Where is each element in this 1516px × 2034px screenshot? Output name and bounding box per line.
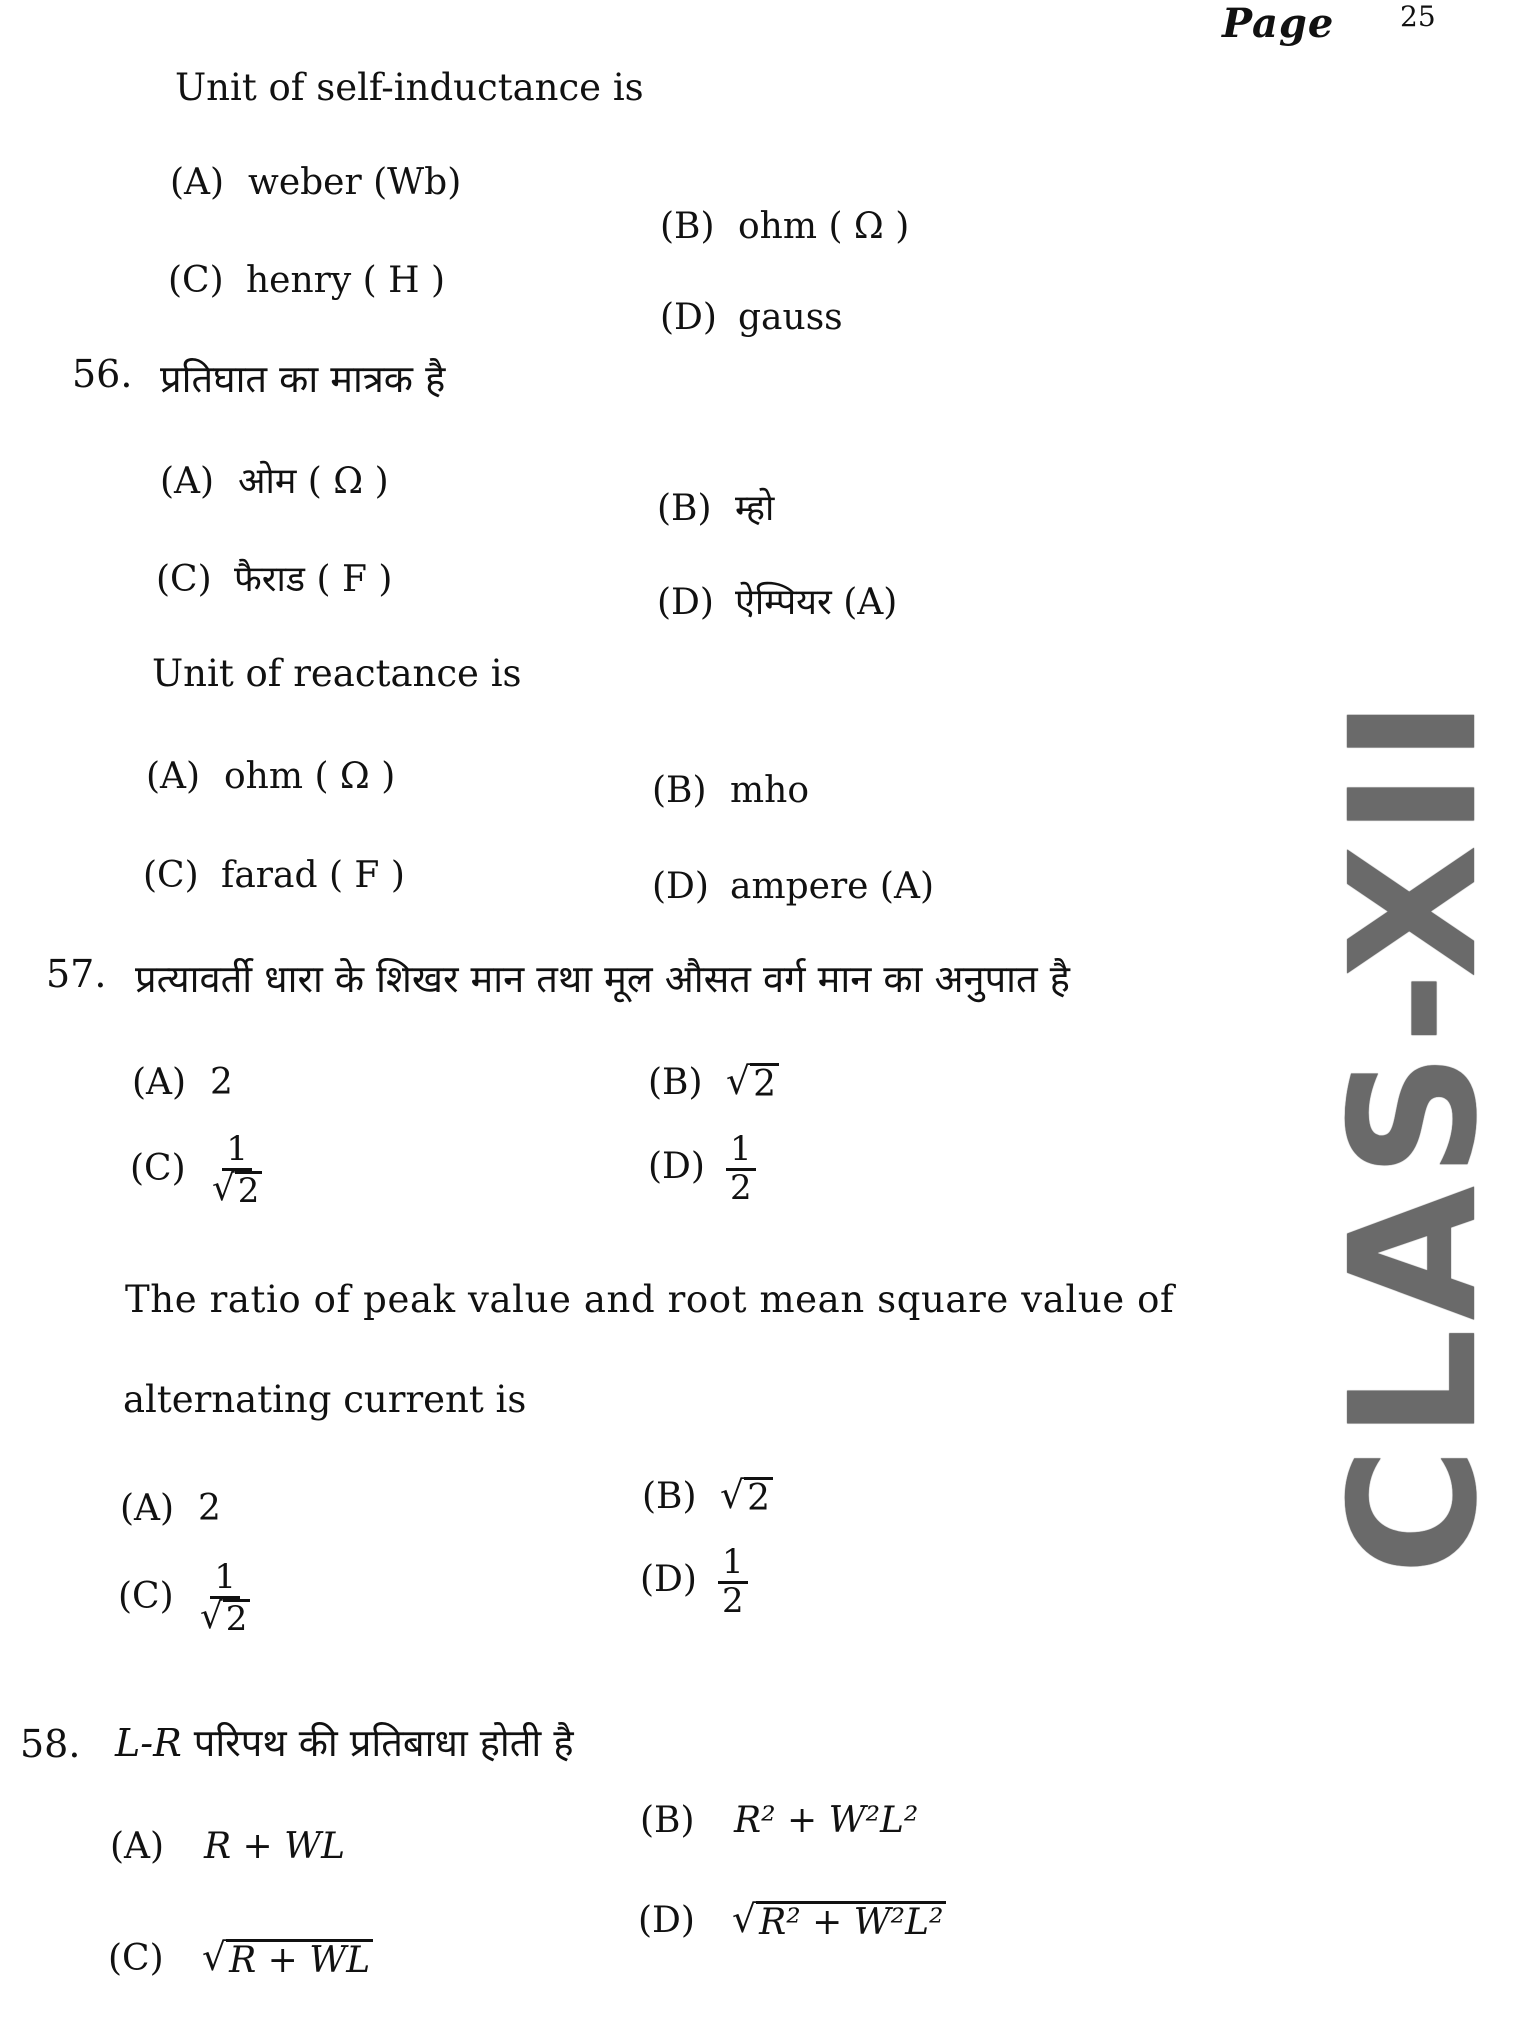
option-label: (C)	[130, 1147, 186, 1189]
question-text: Unit of self-inductance is	[175, 66, 644, 109]
option-c	[156, 553, 392, 602]
sqrt-expression	[720, 1473, 773, 1519]
sqrt-expression	[726, 1059, 779, 1105]
radical-sign: √	[732, 1897, 757, 1941]
option-label: (B)	[642, 1476, 697, 1517]
option-label: (C)	[108, 1938, 164, 1979]
option-text: म्हो	[735, 488, 775, 529]
option-label: (D)	[660, 297, 717, 338]
radical-sign: √	[212, 1167, 235, 1209]
fraction-numerator: 1	[210, 1560, 240, 1599]
option-c	[108, 1935, 373, 1981]
option-c	[168, 260, 445, 301]
option-d	[652, 866, 934, 907]
question-text: Unit of reactance is	[152, 652, 522, 695]
question-text-hindi: प्रत्यावर्ती धारा के शिखर मान तथा मूल औसत वर्ग मान का अनुपात है	[135, 957, 1070, 1001]
question-text-hindi-rest: परिपथ की प्रतिबाधा होती है	[193, 1721, 574, 1765]
question-number: 56.	[72, 352, 133, 396]
radical-sign: √	[202, 1935, 227, 1979]
option-label: (A)	[146, 756, 201, 797]
option-d	[648, 1129, 756, 1208]
option-text: ohm ( Ω )	[224, 756, 396, 797]
option-text: ampere (A)	[730, 866, 934, 907]
option-label: (D)	[640, 1559, 697, 1601]
fraction-denominator	[208, 1167, 266, 1211]
class-banner-text: CLAS-XII	[1313, 690, 1516, 1575]
option-d	[640, 1542, 748, 1621]
option-label: (C)	[156, 559, 212, 600]
class-banner	[1313, 390, 1516, 1580]
fraction	[718, 1542, 748, 1621]
sqrt-expression	[212, 1167, 262, 1211]
sqrt-expression	[200, 1595, 250, 1639]
option-a	[110, 1826, 345, 1867]
radicand: 2	[235, 1171, 263, 1210]
question-text-line2: alternating current is	[123, 1378, 527, 1421]
fraction-numerator: 1	[222, 1132, 252, 1171]
option-d	[638, 1897, 946, 1943]
option-text: ओम ( Ω )	[238, 461, 389, 502]
option-b	[657, 482, 774, 531]
option-a	[132, 1062, 233, 1103]
option-text: farad ( F )	[221, 855, 405, 896]
question-text-line1: The ratio of peak value and root mean square value of	[125, 1278, 1175, 1321]
option-b	[642, 1473, 773, 1519]
option-label: (A)	[170, 162, 225, 203]
option-label: (A)	[132, 1062, 187, 1103]
question-number: 57.	[46, 952, 107, 996]
option-c	[118, 1557, 254, 1639]
page-label: Page	[1222, 0, 1335, 47]
option-label: (B)	[640, 1800, 695, 1841]
option-label: (A)	[110, 1826, 165, 1867]
question-number: 58.	[20, 1722, 81, 1766]
option-label: (B)	[660, 206, 715, 247]
sqrt-expression	[732, 1897, 946, 1943]
option-label: (C)	[118, 1575, 174, 1617]
option-label: (A)	[120, 1488, 175, 1529]
option-b	[640, 1800, 918, 1841]
option-text: 2	[210, 1062, 233, 1103]
option-c	[143, 855, 405, 896]
option-text: gauss	[738, 297, 843, 338]
question-text-hindi: प्रतिघात का मात्रक है	[160, 357, 446, 401]
option-c	[130, 1129, 266, 1211]
fraction-denominator: 2	[730, 1167, 752, 1208]
option-text: R + WL	[204, 1826, 346, 1867]
option-text: mho	[730, 770, 809, 811]
fraction-denominator	[196, 1595, 254, 1639]
radicand: 2	[223, 1599, 251, 1638]
option-text: फैराड ( F )	[234, 559, 393, 600]
option-text: 2	[750, 1063, 779, 1104]
option-text: weber (Wb)	[248, 162, 462, 203]
fraction-numerator: 1	[726, 1132, 756, 1171]
option-label: (B)	[652, 770, 707, 811]
option-text: 2	[744, 1477, 773, 1518]
fraction	[196, 1557, 254, 1639]
question-text-hindi	[115, 1716, 574, 1768]
option-label: (D)	[652, 866, 709, 907]
option-label: (D)	[638, 1900, 695, 1941]
option-label: (C)	[143, 855, 199, 896]
option-a	[120, 1488, 221, 1529]
option-text: henry ( H )	[246, 260, 446, 301]
radical-sign: √	[726, 1059, 751, 1103]
option-b	[660, 206, 909, 247]
option-text: R + WL	[226, 1939, 373, 1980]
option-text: 2	[198, 1488, 221, 1529]
option-label: (C)	[168, 260, 224, 301]
option-d	[660, 297, 843, 338]
option-text: R² + W²L²	[756, 1901, 946, 1942]
option-label: (B)	[657, 488, 712, 529]
option-text: ऐम्पियर (A)	[735, 582, 898, 623]
option-a	[146, 756, 395, 797]
sqrt-expression	[202, 1935, 373, 1981]
fraction-numerator: 1	[718, 1545, 748, 1584]
radical-sign: √	[720, 1473, 745, 1517]
option-label: (D)	[648, 1146, 705, 1188]
fraction	[208, 1129, 266, 1211]
fraction	[726, 1129, 756, 1208]
option-text: ohm ( Ω )	[738, 206, 910, 247]
fraction-denominator: 2	[722, 1580, 744, 1621]
option-label: (A)	[160, 461, 215, 502]
option-b	[652, 770, 809, 811]
circuit-label: L-R	[115, 1721, 182, 1765]
option-a	[160, 455, 389, 504]
option-d	[657, 576, 897, 625]
option-b	[648, 1059, 779, 1105]
option-a	[170, 162, 461, 203]
page-number: 25	[1400, 0, 1436, 33]
option-label: (D)	[657, 582, 714, 623]
option-text: R² + W²L²	[734, 1800, 919, 1841]
option-label: (B)	[648, 1062, 703, 1103]
radical-sign: √	[200, 1595, 223, 1637]
